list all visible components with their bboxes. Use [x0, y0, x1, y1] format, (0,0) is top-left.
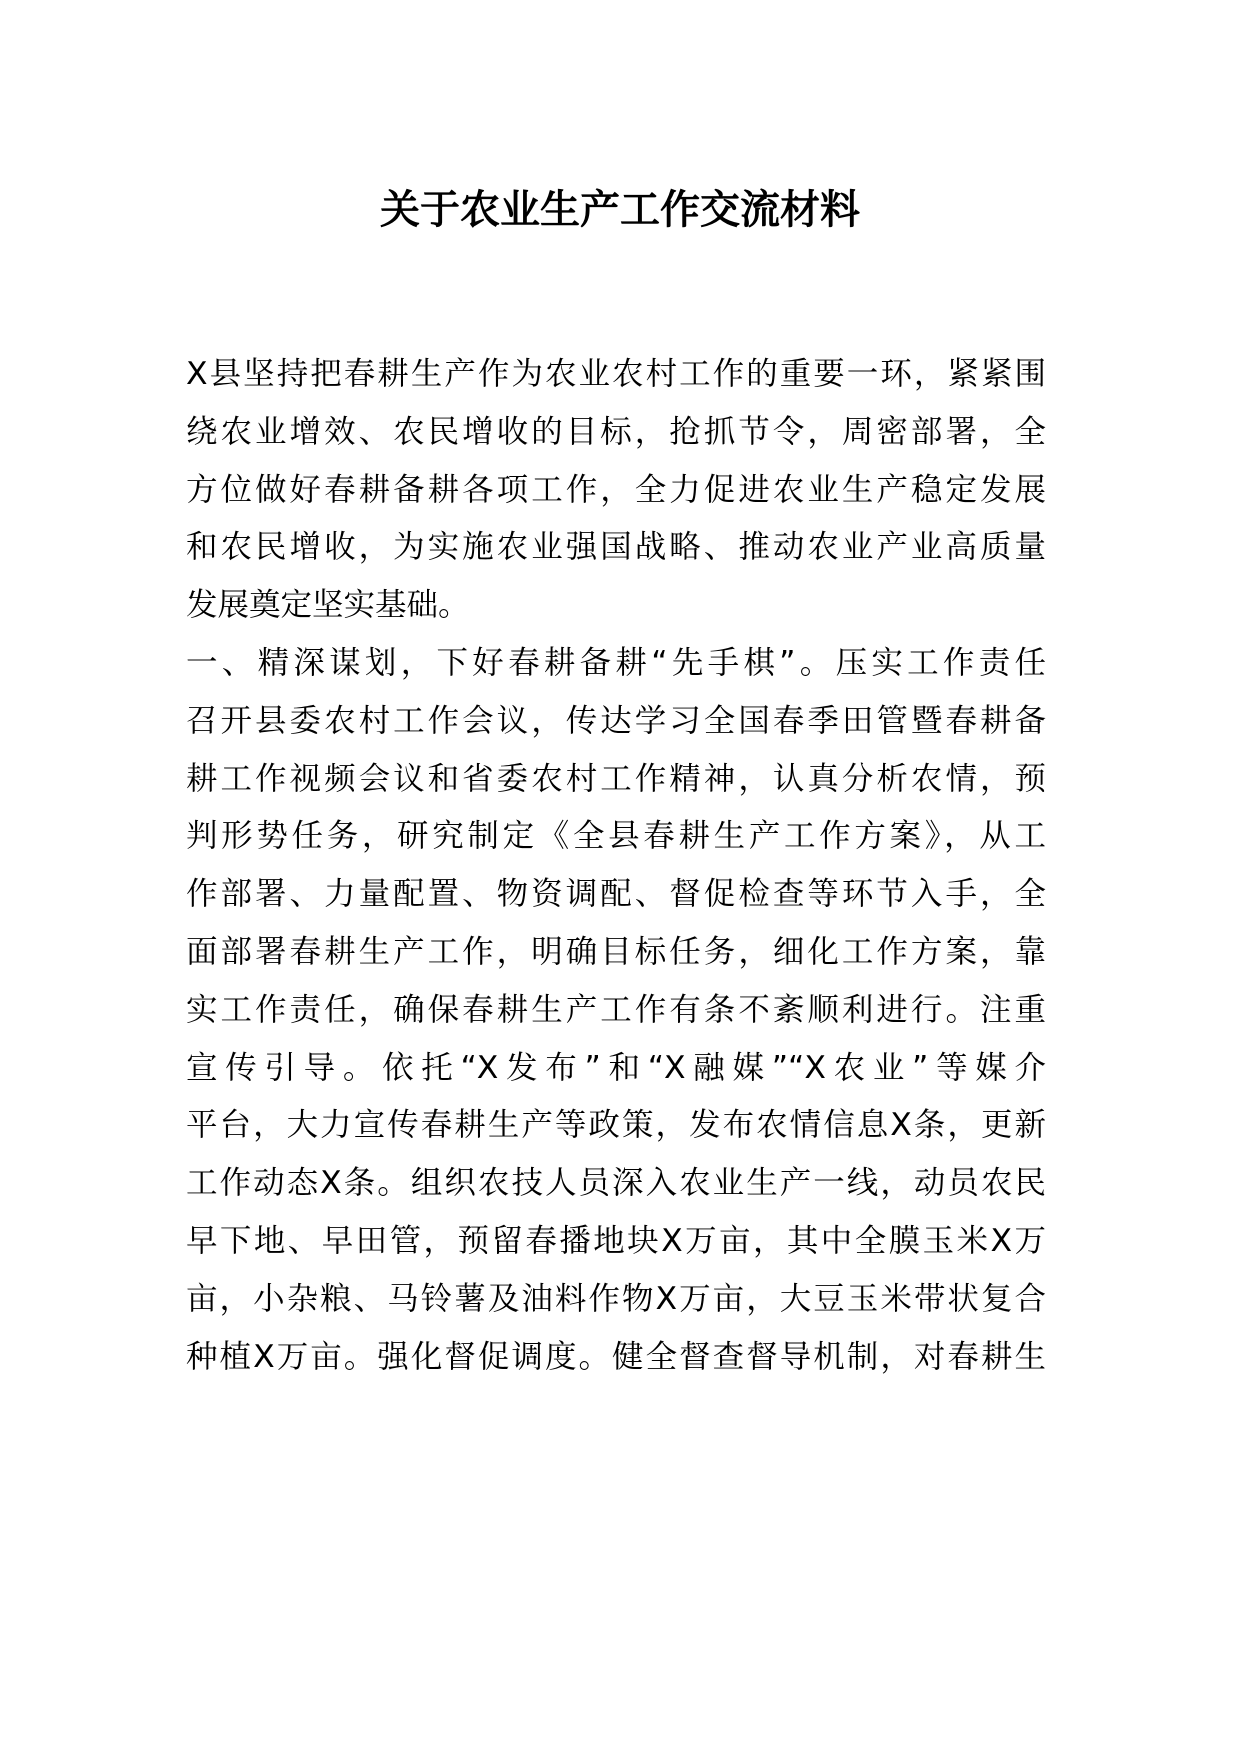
text-line: 实工作责任，确保春耕生产工作有条不紊顺利进行。注重	[186, 991, 1046, 1028]
text-line: 工作动态X条。组织农技人员深入农业生产一线，动员农民	[186, 1165, 1046, 1202]
text-line: 平台，大力宣传春耕生产等政策，发布农情信息X条，更新	[186, 1107, 1046, 1144]
text-line: 绕农业增效、农民增收的目标，抢抓节令，周密部署，全	[186, 413, 1046, 450]
text-line: 和农民增收，为实施农业强国战略、推动农业产业高质量	[186, 529, 1046, 566]
text-line: X县坚持把春耕生产作为农业农村工作的重要一环，紧紧围	[186, 356, 1046, 392]
text-line: 召开县委农村工作会议，传达学习全国春季田管暨春耕备	[186, 702, 1046, 739]
section-heading-line: 一、精深谋划，下好春耕备耕“先手棋”。压实工作责任	[186, 644, 1046, 681]
text-line: 种植X万亩。强化督促调度。健全督查督导机制，对春耕生	[186, 1338, 1046, 1375]
text-line: 作部署、力量配置、物资调配、督促检查等环节入手，全	[186, 876, 1046, 913]
text-line: 面部署春耕生产工作，明确目标任务，细化工作方案，靠	[186, 933, 1046, 970]
text-line: 亩，小杂粮、马铃薯及油料作物X万亩，大豆玉米带状复合	[186, 1280, 1046, 1317]
document-title: 关于农业生产工作交流材料	[380, 187, 860, 233]
document-body	[186, 346, 1046, 1386]
text-line: 耕工作视频会议和省委农村工作精神，认真分析农情，预	[186, 760, 1046, 797]
text-line: 早下地、早田管，预留春播地块X万亩，其中全膜玉米X万	[186, 1222, 1046, 1259]
text-line: 判形势任务，研究制定《全县春耕生产工作方案》，从工	[186, 818, 1046, 855]
text-line: 发展奠定坚实基础。	[186, 587, 470, 624]
text-line: 宣传引导。依托“X发布”和“X融媒”“X农业”等媒介	[186, 1049, 1046, 1086]
text-line: 方位做好春耕备耕各项工作，全力促进农业生产稳定发展	[186, 471, 1046, 508]
